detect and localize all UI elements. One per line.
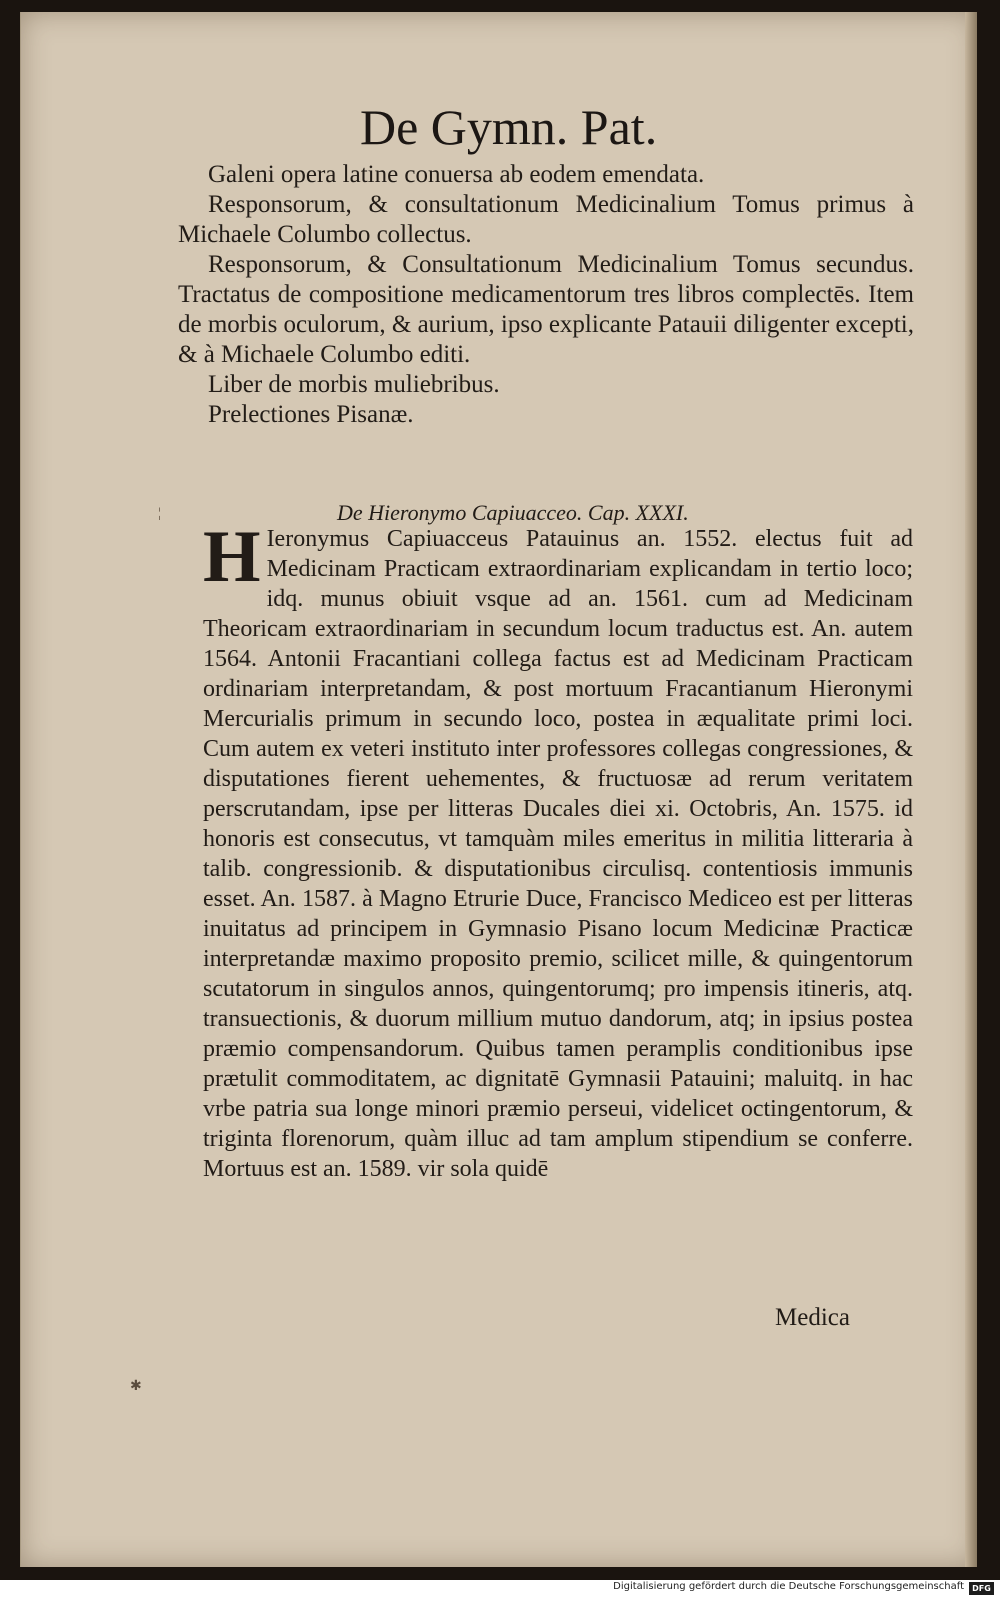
works-list [178, 160, 914, 430]
chapter-text: Ieronymus Capiuacceus Patauinus an. 1552. electus fuit ad Medicinam Practicam extraordinariam explicandam in tertio loco; idq. munus obiuit vsque ad an. 1561. cum ad Medicinam Theoricam extraordinariam in secundum locum traductus est. An. autem 1564. Antonii Fracantiani collega factus est ad Medicinam Practicam ordinariam interpretandam, & post mortuum Fracantianum Hieronymi Mercurialis primum in secundo loco, postea in æqualitate primi loci. Cum autem ex veteri instituto inter professores collegas congressiones, & disputationes fierent uehementes, & fructuosæ ad rerum veritatem perscrutandam, ipse per litteras Ducales diei xi. Octobris, An. 1575. id honoris est consecutus, vt tamquàm miles emeritus in militia litteraria à talib. congressionib. & disputationibus circulisq. contentiosis immunis esset. An. 1587. à Magno Etrurie Duce, Francisco Mediceo est per litteras inuitatus ad principem in Gymnasio Pisano locum Medicinæ Practicæ interpretandæ maximo proposito premio, scilicet mille, & quingentorum scutatorum in singulos annos, quingentorumq; pro impensis itineris, atq. transuectionis, & duorum millium mutuo dandorum, atq; in ipsius postea præmio compensandorum. Quibus tamen peramplis conditionibus ipse prætulit commoditatem, ac dignitatē Gymnasii Patauini; maluitq. in hac vrbe patria sua longe minori præmio perseui, videlicet octingentorum, & triginta florenorum, quàm illuc ad tam amplum stipendium se conferre. Mortuus est an. 1589. vir sola quidē [203, 526, 913, 1182]
dfg-logo: DFG [969, 1582, 994, 1595]
chapter-title: De Hieronymo Capiuacceo. Cap. XXXI. [337, 500, 689, 525]
margin-mark: ¦ [158, 506, 161, 521]
chapter-body [203, 516, 913, 1184]
works-list-item: Prelectiones Pisanæ. [208, 401, 414, 428]
page-edge [965, 12, 977, 1567]
works-list-item: Responsorum, & consultationum Medicinalium Tomus primus à Michaele Columbo collectus. [178, 191, 914, 248]
drop-cap: H [203, 516, 261, 598]
catchword: Medica [775, 1304, 850, 1331]
margin-mark: ✱ [130, 1379, 142, 1394]
works-list-item: Liber de morbis muliebribus. [208, 371, 500, 398]
works-list-item: Responsorum, & Consultationum Medicinalium Tomus secundus. Tractatus de compositione medicamentorum tres libros complectēs. Item de morbis oculorum, & aurium, ipso explicante Patauii diligenter excepti, & à Michaele Columbo editi. [178, 251, 914, 368]
funding-credit: Digitalisierung gefördert durch die Deutsche Forschungsgemeinschaft [613, 1581, 964, 1592]
footer-bar [0, 1580, 1000, 1598]
running-title: De Gymn. Pat. [360, 99, 658, 155]
works-list-item: Galeni opera latine conuersa ab eodem emendata. [208, 161, 705, 188]
